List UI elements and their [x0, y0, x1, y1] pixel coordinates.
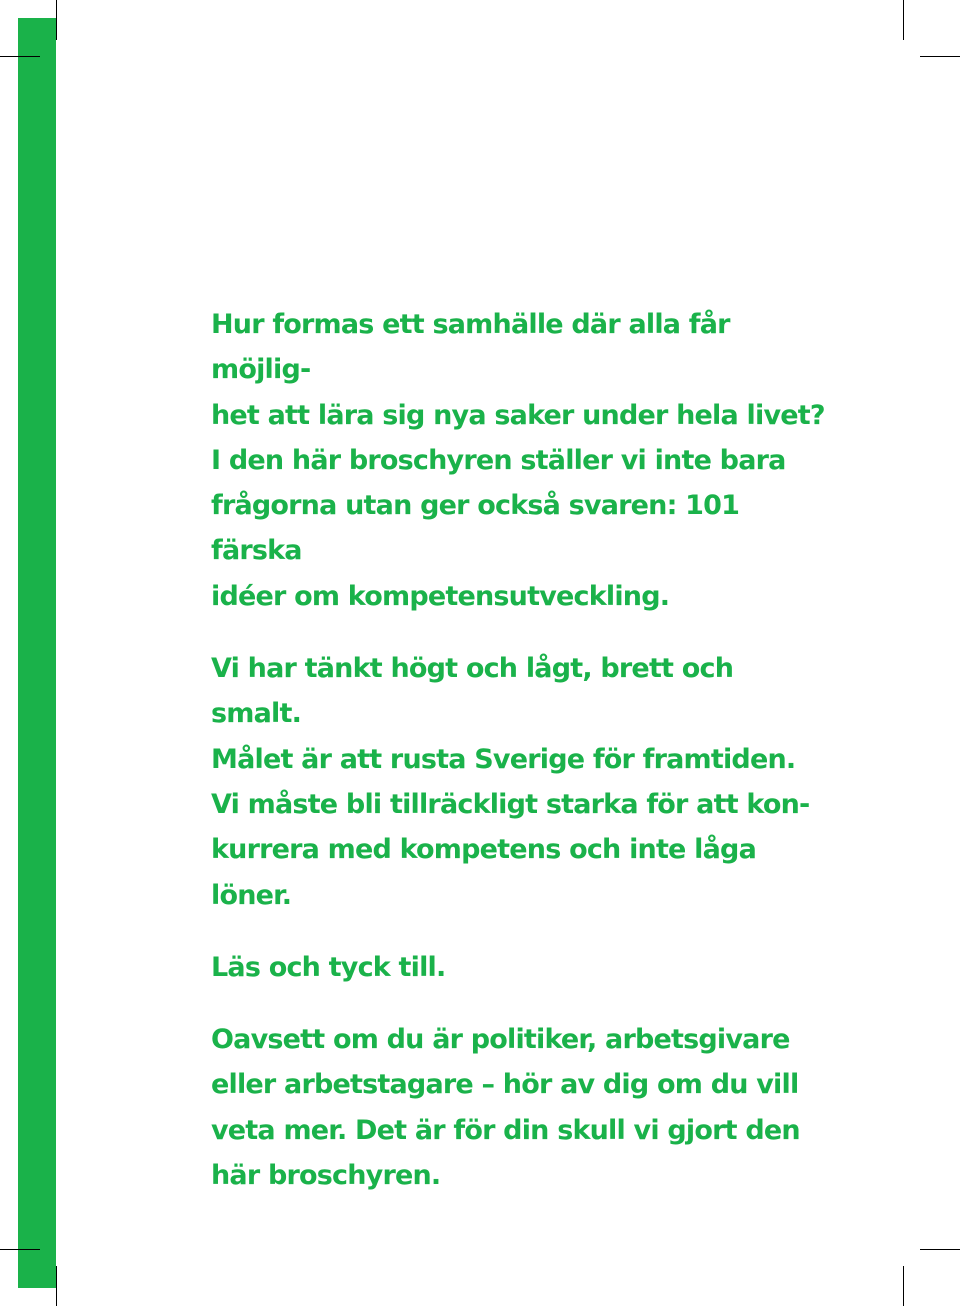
- crop-mark-top-left-horizontal: [0, 56, 40, 57]
- call-to-read-paragraph: Läs och tyck till.: [211, 951, 446, 983]
- crop-mark-bottom-right-vertical: [903, 1266, 904, 1306]
- crop-mark-bottom-right-horizontal: [920, 1249, 960, 1250]
- intro-paragraph: Hur formas ett samhälle där alla får möjlig- het att lära sig nya saker under hela livet? I den här broschyren ställer vi inte bara frågorna utan ger också svaren: 101 färska idéer om kompetensutveckling.: [211, 309, 825, 612]
- goal-paragraph: Vi har tänkt högt och lågt, brett och smalt. Målet är att rusta Sverige för framtiden. Vi måste bli tillräckligt starka för att kon- kurrera med kompetens och inte låga löner.: [211, 653, 810, 911]
- crop-mark-top-right-vertical: [903, 0, 904, 40]
- crop-mark-top-right-horizontal: [920, 56, 960, 57]
- brochure-intro-text: [211, 302, 831, 1198]
- contact-paragraph: Oavsett om du är politiker, arbetsgivare eller arbetstagare – hör av dig om du vill veta mer. Det är för din skull vi gjort den här broschyren.: [211, 1024, 800, 1192]
- crop-mark-bottom-left-vertical: [56, 1266, 57, 1306]
- crop-mark-bottom-left-horizontal: [0, 1249, 40, 1250]
- green-margin-bar: [18, 18, 56, 1288]
- crop-mark-top-left-vertical: [56, 0, 57, 40]
